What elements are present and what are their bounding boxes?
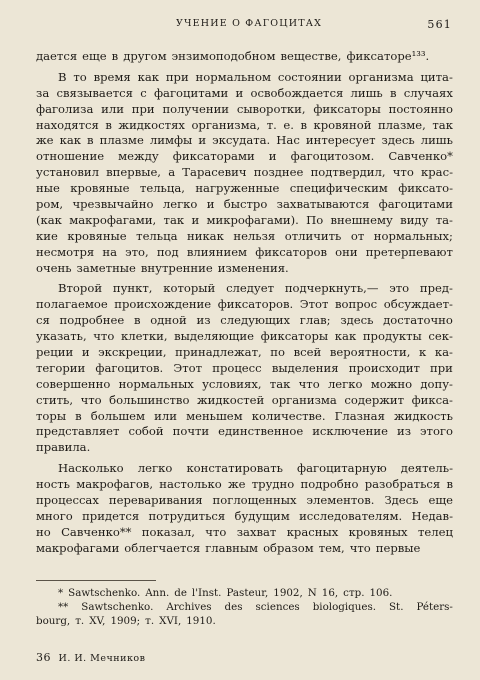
- body-text-line: реции и экскреции, принадлежат, по всей вероятности, к ка-: [36, 345, 453, 360]
- body-text-line: находятся в жидкостях организма, т. е. в кровяной плазме, так: [36, 117, 453, 132]
- body-text-line: тегории фагоцитов. Этот процесс выделения происходит при: [36, 360, 453, 375]
- footnote-line: bourg, т. XV, 1909; т. XVI, 1910.: [36, 615, 216, 627]
- body-text-line: же как в плазме лимфы и эксудата. Нас интересует здесь лишь: [36, 133, 453, 148]
- body-text-line: макрофагами облегчается главным образом тем, что первые: [36, 540, 421, 555]
- running-header-title: УЧЕНИЕ О ФАГОЦИТАХ: [176, 18, 323, 29]
- footnotes: [36, 586, 453, 628]
- body-text-line: Второй пункт, который следует подчеркнуть,— это пред-: [58, 281, 453, 296]
- body-text-line: за связывается с фагоцитами и освобождается лишь в случаях: [36, 85, 453, 100]
- body-text-line: (как макрофагами, так и микрофагами). По внешнему виду та-: [36, 212, 453, 227]
- body-text-line: В то время как при нормальном состоянии организма цита-: [58, 69, 453, 84]
- footnote-line: ** Sawtschenko. Archives des sciences biologiques. St. Péters-: [58, 601, 453, 613]
- body-text-line: торы в большем или меньшем количестве. Глазная жидкость: [36, 408, 453, 423]
- body-text-line: стить, что большинство жидкостей организма содержит фикса-: [36, 392, 453, 407]
- body-text-line: очень заметные внутренние изменения.: [36, 260, 289, 275]
- footnote-divider: [36, 580, 156, 581]
- body-text-line: дается еще в другом энзимоподобном веществе, фиксаторе¹³³.: [36, 49, 430, 63]
- signature-author: И. И. Мечников: [58, 653, 146, 664]
- body-text-line: Насколько легко констатировать фагоцитарную деятель-: [58, 461, 453, 476]
- page-number: 561: [427, 18, 452, 31]
- body-text-line: процессах переваривания поглощенных элементов. Здесь еще: [36, 493, 453, 508]
- main-text: [36, 49, 453, 557]
- footnote-line: * Sawtschenko. Ann. de l'Inst. Pasteur, 1902, N 16, стр. 106.: [58, 587, 393, 599]
- printer-signature: [36, 651, 145, 664]
- body-text-line: фаголиза или при получении сыворотки, фиксаторы постоянно: [36, 101, 453, 116]
- body-text-line: ные кровяные тельца, нагруженные специфическим фиксато-: [36, 181, 453, 196]
- body-text-line: совершенно нормальных условиях, так что легко можно допу-: [36, 376, 453, 391]
- body-text-line: установил впервые, а Тарасевич позднее подтвердил, что крас-: [36, 165, 453, 180]
- signature-sheet-number: 36: [36, 651, 51, 664]
- body-text-line: указать, что клетки, выделяющие фиксаторы как продукты сек-: [36, 329, 453, 344]
- body-text-line: несмотря на это, под влиянием фиксаторов они претерпевают: [36, 244, 453, 259]
- body-text-line: правила.: [36, 440, 91, 455]
- body-text-line: полагаемое происхождение фиксаторов. Этот вопрос обсуждает-: [36, 297, 453, 312]
- body-text-line: ность макрофагов, настолько же трудно подробно разобраться в: [36, 477, 453, 492]
- body-text-line: представляет собой почти единственное исключение из этого: [36, 424, 453, 439]
- body-text-line: отношение между фиксаторами и фагоцитозом. Савченко*: [36, 149, 453, 164]
- body-text-line: ся подробнее в одной из следующих глав; здесь достаточно: [36, 313, 453, 328]
- body-text-line: много придется потрудиться будущим исследователям. Недав-: [36, 508, 453, 523]
- body-text-line: кие кровяные тельца никак нельзя отличить от нормальных;: [36, 228, 453, 243]
- running-header: [56, 18, 452, 34]
- body-text-line: но Савченко** показал, что захват красных кровяных телец: [36, 524, 453, 539]
- body-text-line: ром, чрезвычайно легко и быстро захватываются фагоцитами: [36, 197, 453, 212]
